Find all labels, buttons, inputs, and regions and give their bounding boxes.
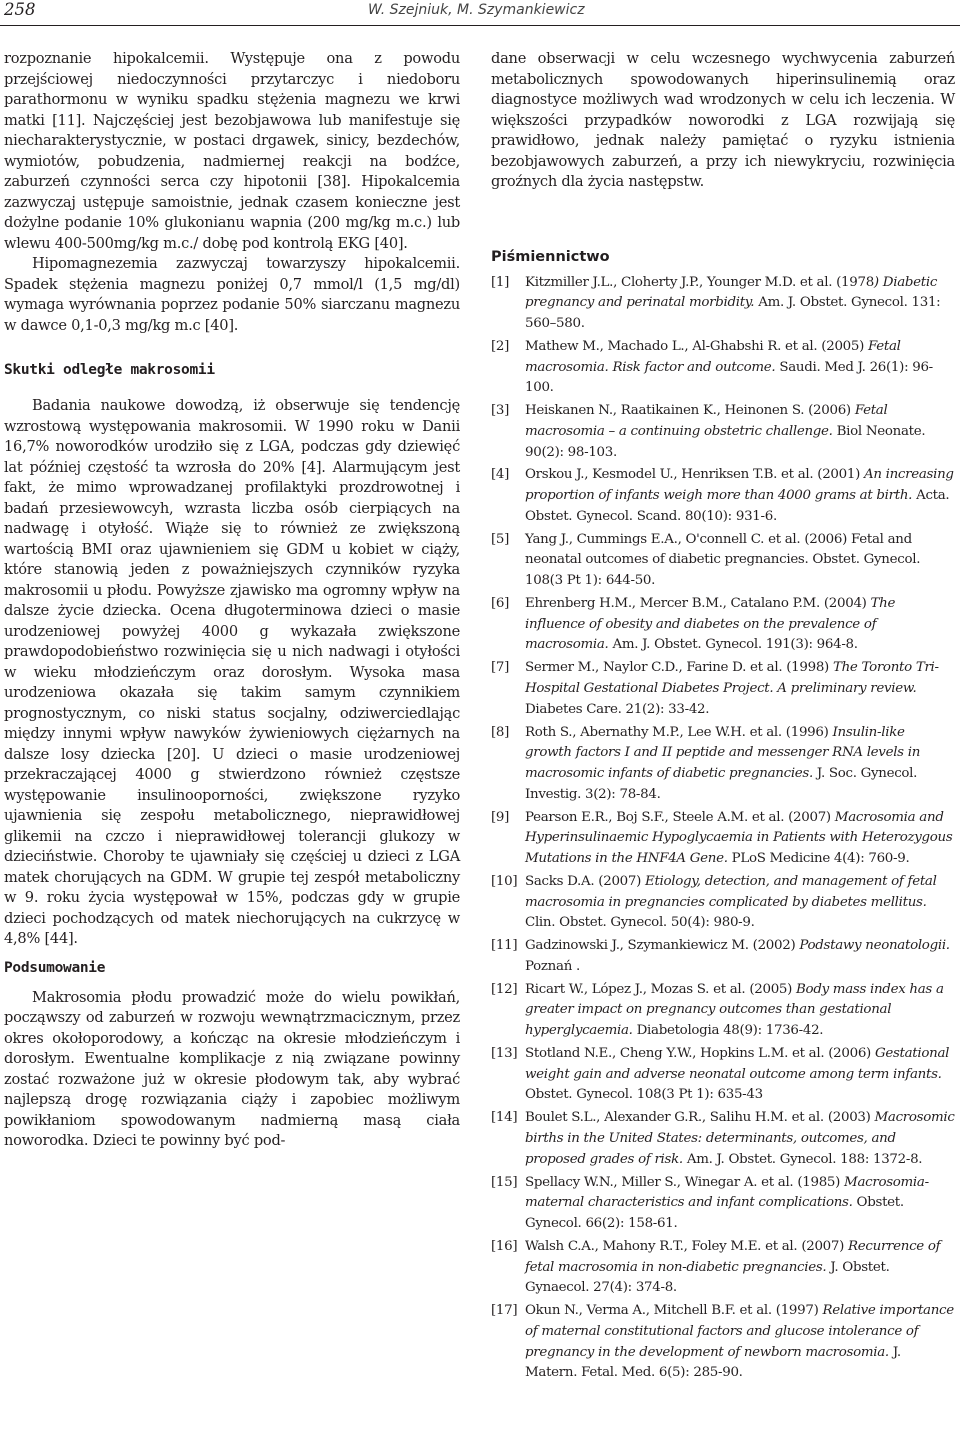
paragraph-podsumowanie: Makrosomia płodu prowadzić może do wielu powikłań, począwszy od zaburzeń w rozwoju wewnątrzmacicznym, przez okres okołoporodowy, a kończąc na okresie młodzieńczym i dorosłym. Ewentualne komplikacje z nią związane powinny zostać rozważone już w okresie płodowym tak, aby wybrać najlepszą drogę rozwiązania ciąży i zapobiec możliwym powikłaniom spowodowanym nadmierną masą ciała noworodka. Dzieci te powinny być pod- bbox=[4, 988, 460, 1149]
reference-source: Diabetes Care. 21(2): 33-42. bbox=[525, 701, 710, 717]
reference-item bbox=[491, 658, 955, 720]
paragraph-hipokalcemia: rozpoznanie hipokalcemii. Występuje ona z powodu przejściowej niedoczynności przytarczyc i niedoboru parathormonu w wyniku spadku stężenia magnezu we krwi matki [11]. Najczęściej jest bezobjawowa lub manifestuje się niecharakterystycznie, w postaci drgawek, sinicy, bezdechów, wymiotów, pobudzenia, nadmiernej reakcji na bodźce, zaburzeń czynności serca czy hipotonii [38]. Hipokalcemia zazwyczaj ustępuje samoistnie, jednak czasem konieczne jest dożylne podanie 10% glukonianu wapnia (200 mg/kg m.c.) lub wlewu 400-500mg/kg m.c./ dobę pod kontrolą EKG [40]. bbox=[4, 50, 460, 252]
page-header bbox=[0, 0, 960, 30]
reference-item bbox=[491, 530, 955, 592]
left-column bbox=[4, 49, 460, 1152]
reference-item bbox=[491, 273, 955, 335]
reference-text bbox=[525, 530, 955, 592]
reference-number: [10] bbox=[491, 873, 518, 889]
reference-text bbox=[525, 980, 955, 1042]
reference-source: Diabetologia 48(9): 1736-42. bbox=[632, 1023, 824, 1039]
reference-item bbox=[491, 1044, 955, 1106]
reference-authors: Walsh C.A., Mahony R.T., Foley M.E. et al. (2007) bbox=[525, 1238, 849, 1254]
reference-title: The Toronto Tri-Hospital Gestational Diabetes Project. A preliminary review. bbox=[525, 660, 939, 696]
reference-item bbox=[491, 1108, 955, 1170]
reference-number: [6] bbox=[491, 595, 510, 611]
reference-source: J. Soc. Gynecol. Investig. 3(2): 78-84. bbox=[525, 765, 918, 802]
reference-authors: Okun N., Verma A., Mitchell B.F. et al. (1997) bbox=[525, 1303, 823, 1319]
reference-title: Body mass index has a greater impact on pregnancy outcomes than gestational hyperglycaemia. bbox=[525, 981, 944, 1039]
reference-source: Am. J. Obstet. Gynecol. 131: 560–580. bbox=[525, 295, 941, 331]
reference-text bbox=[525, 808, 955, 870]
reference-number: [3] bbox=[491, 403, 510, 419]
reference-authors: Ricart W., López J., Mozas S. et al. (2005) bbox=[525, 981, 797, 997]
reference-source: Biol Neonate. 90(2): 98-103. bbox=[525, 423, 926, 460]
reference-title: Etiology, detection, and management of fetal macrosomia in pregnancies complicated by diabetes mellitus. bbox=[525, 873, 937, 910]
reference-number: [17] bbox=[491, 1303, 518, 1319]
reference-text bbox=[525, 337, 955, 399]
reference-title: Podstawy neonatologii. bbox=[799, 938, 950, 954]
reference-text bbox=[525, 1301, 955, 1384]
reference-item bbox=[491, 1237, 955, 1299]
reference-title: The influence of obesity and diabetes on the prevalence of macrosomia. bbox=[525, 595, 896, 653]
reference-item bbox=[491, 723, 955, 806]
reference-number: [4] bbox=[491, 467, 510, 483]
reference-item bbox=[491, 465, 955, 527]
reference-number: [11] bbox=[491, 938, 518, 954]
reference-number: [15] bbox=[491, 1174, 518, 1190]
running-head-authors: W. Szejniuk, M. Szymankiewicz bbox=[368, 2, 585, 18]
reference-title: Recurrence of fetal macrosomia in non-diabetic pregnancies. bbox=[525, 1238, 941, 1275]
reference-item bbox=[491, 980, 955, 1042]
reference-text bbox=[525, 723, 955, 806]
reference-number: [8] bbox=[491, 724, 510, 740]
reference-authors: Kitzmiller J.L., Cloherty J.P., Younger M.D. et al. (1978 bbox=[525, 274, 874, 290]
paragraph-skutki: Badania naukowe dowodzą, iż obserwuje się tendencję wzrostową występowania makrosomii. W 1990 roku w Danii 16,7% noworodków urodziło się z LGA, podczas gdy dziewięć lat później częstość ta wzrosła do 20% [4]. Alarmującym jest fakt, że mimo wprowadzanej profilaktyki prozdrowotnej i badań przesiewowcyh, wzrasta liczba osób cierpiących na nadwagę i otyłość. Wiąże się to również ze zwiększoną wartością BMI oraz ujawnieniem się GDM u kobiet w ciąży, które stanowią jeden z poważniejszych czynników ryzyka makrosomii u płodu. Powyższe zjawisko ma ogromny wpływ na dalsze życie dziecka. Ocena długoterminowa dzieci o masie urodzeniowej powyżej 4000 g wykazała zwiększone prawdopodobieństwo rozwinięcia się u nich nadwagi i otyłości w wieku młodzieńczym oraz dorosłym. Wysoka masa urodzeniowa okazała się takim samym czynnikiem prognostycznym, co niski status socjalny, odziwerciedlając między innymi wpływ nawyków żywieniowych ciężarnych na dalsze losy dziecka [20]. U dzieci o masie urodzeniowej przekraczającej 4000 g stwierdzono również częstsze występowanie insulinooporności, zwiększone ryzyko ujawnienia się zespołu metabolicznego, nieprawidłowej glikemii na czczo i nieprawidłowej tolerancji glukozy w dzieciństwie. Choroby te ujawniały się częściej u dzieci z LGA matek chorujących na GDM. W grupie tej zespół metaboliczny w 9. roku życia występował w 15%, podczas gdy w grupie dzieci pochodzących od matek niechorujących na cukrzycę w 4,8% [44]. bbox=[4, 397, 460, 947]
page-number: 258 bbox=[4, 0, 36, 19]
reference-text bbox=[525, 594, 955, 656]
reference-text bbox=[525, 1237, 955, 1299]
reference-source: Saudi. Med J. 26(1): 96-100. bbox=[525, 359, 933, 396]
reference-authors: Sermer M., Naylor C.D., Farine D. et al. (1998) bbox=[525, 660, 833, 676]
reference-text bbox=[525, 1173, 955, 1235]
paragraph-hipomagnezemia: Hipomagnezemia zazwyczaj towarzyszy hipokalcemii. Spadek stężenia magnezu poniżej 0,7 mmol/l (1,5 mg/dl) wymaga wyrównania poprzez podanie 50% siarczanu magnezu w dawce 0,1-0,3 mg/kg m.c [40]. bbox=[4, 255, 460, 334]
reference-number: [13] bbox=[491, 1046, 518, 1062]
reference-text bbox=[525, 401, 955, 463]
reference-list bbox=[491, 273, 955, 1385]
reference-authors: Heiskanen N., Raatikainen K., Heinonen S. (2006) bbox=[525, 403, 855, 419]
reference-authors: Yang J., Cummings E.A., O'connell C. et al. (2006) Fetal and neonatal outcomes of diabetic pregnancies. Obstet. Gynecol. 108(3 Pt 1): 644-50. bbox=[525, 531, 921, 589]
reference-authors: Roth S., Abernathy M.P., Lee W.H. et al. (1996) bbox=[525, 724, 833, 740]
reference-source: J. Obstet. Gynaecol. 27(4): 374-8. bbox=[525, 1259, 890, 1296]
reference-item bbox=[491, 1301, 955, 1384]
section-heading-podsumowanie: Podsumowanie bbox=[4, 959, 106, 976]
reference-authors: Pearson E.R., Boj S.F., Steele A.M. et al. (2007) bbox=[525, 809, 835, 825]
reference-title: Macrosomic births in the United States: determinants, outcomes, and proposed grades of risk. bbox=[525, 1110, 955, 1167]
reference-authors: Boulet S.L., Alexander G.R., Salihu H.M. et al. (2003) bbox=[525, 1110, 875, 1126]
reference-title: Fetal macrosomia – a continuing obstetric challenge. bbox=[525, 403, 888, 439]
reference-source: Clin. Obstet. Gynecol. 50(4): 980-9. bbox=[525, 915, 755, 931]
reference-title: An increasing proportion of infants weigh more than 4000 grams at birth. bbox=[525, 467, 954, 504]
reference-source: Obstet. Gynecol. 108(3 Pt 1): 635-43 bbox=[525, 1087, 763, 1103]
reference-title: Macrosomia and Hyperinsulinaemic Hypoglycaemia in Patients with Heterozygous Mutations in the HNF4A Gene. bbox=[525, 809, 953, 866]
reference-item bbox=[491, 401, 955, 463]
reference-number: [12] bbox=[491, 981, 518, 997]
paragraph-podsumowanie-cont: dane obserwacji w celu wczesnego wychwycenia zaburzeń metabolicznych spowodowanych hiperinsulinemią oraz diagnostyce możliwych wad wrodzonych w celu ich leczenia. W większości przypadków noworodki z LGA rozwijają się prawidłowo, jednak należy pamiętać o ryzyku istnienia bezobjawowych zaburzeń, a przy ich niewykryciu, rozwinięcia groźnych dla życia następstw. bbox=[491, 50, 955, 190]
reference-title: Fetal macrosomia. Risk factor and outcome. bbox=[525, 338, 901, 375]
reference-title: ) Diabetic pregnancy and perinatal morbidity. bbox=[525, 274, 938, 311]
reference-authors: Stotland N.E., Cheng Y.W., Hopkins L.M. et al. (2006) bbox=[525, 1046, 875, 1062]
reference-authors: Orskou J., Kesmodel U., Henriksen T.B. et al. (2001) bbox=[525, 467, 864, 483]
reference-number: [7] bbox=[491, 660, 510, 676]
section-heading-skutki: Skutki odległe makrosomii bbox=[4, 362, 215, 378]
reference-authors: Sacks D.A. (2007) bbox=[525, 873, 645, 889]
reference-number: [9] bbox=[491, 809, 510, 825]
reference-text bbox=[525, 872, 955, 934]
right-column bbox=[491, 49, 955, 1386]
reference-authors: Gadzinowski J., Szymankiewicz M. (2002) bbox=[525, 938, 800, 954]
reference-source: Poznań . bbox=[525, 958, 580, 974]
reference-authors: Ehrenberg H.M., Mercer B.M., Catalano P.M. (2004) bbox=[525, 595, 871, 611]
reference-title: Insulin-like growth factors I and II peptide and messenger RNA levels in macrosomic infants of diabetic pregnancies. bbox=[525, 724, 921, 781]
reference-title: Macrosomia-maternal characteristics and infant complications. bbox=[525, 1174, 929, 1211]
reference-text bbox=[525, 273, 955, 335]
reference-number: [2] bbox=[491, 338, 510, 354]
reference-number: [5] bbox=[491, 531, 510, 547]
reference-authors: Spellacy W.N., Miller S., Winegar A. et al. (1985) bbox=[525, 1174, 845, 1190]
reference-source: Am. J. Obstet. Gynecol. 191(3): 964-8. bbox=[608, 637, 858, 653]
reference-source: J. Matern. Fetal. Med. 6(5): 285-90. bbox=[525, 1344, 901, 1381]
reference-text bbox=[525, 936, 955, 977]
header-rule bbox=[0, 25, 960, 26]
reference-item bbox=[491, 337, 955, 399]
reference-item bbox=[491, 594, 955, 656]
reference-item bbox=[491, 1173, 955, 1235]
section-heading-references: Piśmiennictwo bbox=[491, 248, 610, 265]
reference-source: Acta. Obstet. Gynecol. Scand. 80(10): 931-6. bbox=[525, 488, 950, 524]
reference-number: [16] bbox=[491, 1238, 518, 1254]
reference-text bbox=[525, 465, 955, 527]
reference-title: Gestational weight gain and adverse neonatal outcome among term infants. bbox=[525, 1046, 950, 1082]
reference-item bbox=[491, 872, 955, 934]
reference-text bbox=[525, 1108, 955, 1170]
reference-source: PLoS Medicine 4(4): 760-9. bbox=[727, 850, 910, 866]
reference-source: Obstet. Gynecol. 66(2): 158-61. bbox=[525, 1195, 904, 1232]
reference-item bbox=[491, 808, 955, 870]
reference-item bbox=[491, 936, 955, 977]
reference-source: Am. J. Obstet. Gynecol. 188: 1372-8. bbox=[682, 1151, 923, 1167]
reference-authors: Mathew M., Machado L., Al-Ghabshi R. et al. (2005) bbox=[525, 338, 868, 354]
reference-number: [1] bbox=[491, 274, 510, 290]
reference-number: [14] bbox=[491, 1110, 518, 1126]
reference-title: Relative importance of maternal constitutional factors and glucose intolerance of pregnancy in the development of newborn macrosomia. bbox=[525, 1303, 954, 1360]
reference-text bbox=[525, 1044, 955, 1106]
reference-text bbox=[525, 658, 955, 720]
